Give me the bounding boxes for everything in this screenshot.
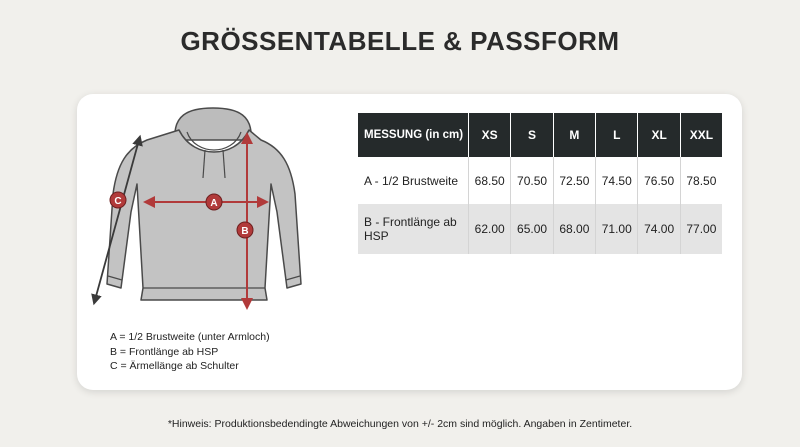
table-cell: 72.50 xyxy=(553,157,595,204)
table-cell: 68.50 xyxy=(469,157,511,204)
table-row-front-length xyxy=(358,204,722,254)
table-cell: 68.00 xyxy=(553,204,595,254)
row-label: B - Frontlänge ab HSP xyxy=(358,204,469,254)
table-row-chest-width xyxy=(358,157,722,204)
table-cell: 77.00 xyxy=(680,204,722,254)
page-title: GRÖSSENTABELLE & PASSFORM xyxy=(180,26,620,56)
table-cell: 74.00 xyxy=(638,204,680,254)
table-cell: 74.50 xyxy=(596,157,638,204)
measurement-legend xyxy=(110,330,270,374)
column-header-xs: XS xyxy=(469,113,511,157)
table-header-row xyxy=(358,113,722,157)
marker-b-label: B xyxy=(241,226,249,237)
column-header-s: S xyxy=(511,113,553,157)
hoodie-illustration xyxy=(87,104,317,319)
table-cell: 71.00 xyxy=(596,204,638,254)
column-header-xxl: XXL xyxy=(680,113,722,157)
column-header-xl: XL xyxy=(638,113,680,157)
marker-c-label: C xyxy=(114,196,122,207)
column-header-m: M xyxy=(553,113,595,157)
table-cell: 78.50 xyxy=(680,157,722,204)
marker-a-label: A xyxy=(210,198,218,209)
footnote: *Hinweis: Produktionsbedendingte Abweichungen von +/- 2cm sind möglich. Angaben in Zentimeter. xyxy=(167,418,633,430)
hoodie-body xyxy=(107,130,301,300)
table-cell: 76.50 xyxy=(638,157,680,204)
column-header-measurement: MESSUNG (in cm) xyxy=(358,113,469,157)
row-label: A - 1/2 Brustweite xyxy=(358,157,469,204)
legend-item-a: A = 1/2 Brustweite (unter Armloch) xyxy=(110,331,270,343)
table-cell: 65.00 xyxy=(511,204,553,254)
column-header-l: L xyxy=(596,113,638,157)
size-table xyxy=(358,113,722,254)
legend-item-b: B = Frontlänge ab HSP xyxy=(110,345,219,358)
table-cell: 62.00 xyxy=(469,204,511,254)
table-cell: 70.50 xyxy=(511,157,553,204)
legend-item-c: C = Ärmellänge ab Schulter xyxy=(110,360,239,372)
